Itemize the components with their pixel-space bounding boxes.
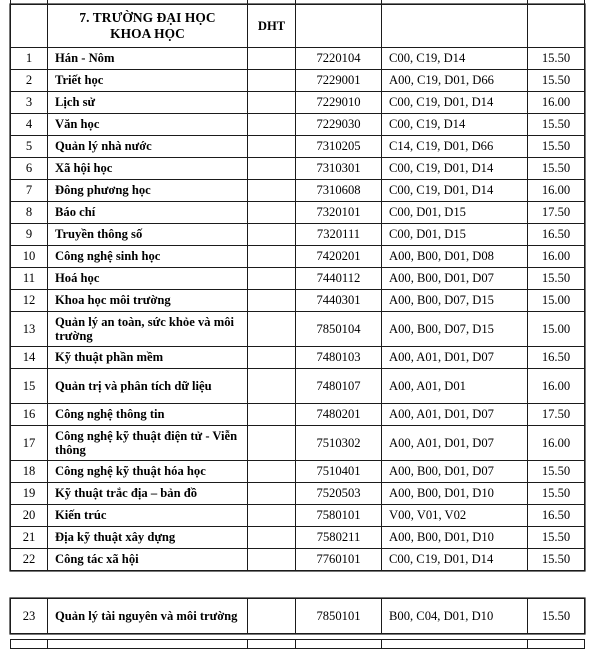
cell-name: Văn học	[48, 114, 248, 136]
cell-code: 7320111	[296, 224, 382, 246]
cell-score: 15.50	[528, 114, 585, 136]
group-header-row	[11, 5, 585, 48]
cell-dht	[248, 180, 296, 202]
cell-code: 7850104	[296, 312, 382, 347]
cell-name: Đông phương học	[48, 180, 248, 202]
cell-block: C00, D01, D15	[382, 202, 528, 224]
cell-stt: 20	[11, 505, 48, 527]
cell-stt: 17	[11, 426, 48, 461]
cell-score: 17.50	[528, 404, 585, 426]
table-row	[11, 483, 585, 505]
cell-block: C00, C19, D01, D14	[382, 92, 528, 114]
cell-dht	[248, 246, 296, 268]
cell-dht	[248, 347, 296, 369]
cell-dht	[248, 527, 296, 549]
table-row	[11, 527, 585, 549]
cell-score: 15.50	[528, 599, 585, 634]
cell-stt: 14	[11, 347, 48, 369]
cell-code: 7480107	[296, 369, 382, 404]
cell-name: Khoa học môi trường	[48, 290, 248, 312]
cell-block: C00, C19, D14	[382, 114, 528, 136]
group-header-major-code	[296, 5, 382, 48]
cell-code: 7440301	[296, 290, 382, 312]
cell-dht	[248, 268, 296, 290]
cell-name: Công tác xã hội	[48, 549, 248, 571]
cell-name: Kỹ thuật trắc địa – bản đồ	[48, 483, 248, 505]
admission-score-table-continued	[10, 598, 585, 634]
cell-block: A00, A01, D01, D07	[382, 404, 528, 426]
cell-name: Công nghệ kỹ thuật hóa học	[48, 461, 248, 483]
cell-score: 15.50	[528, 48, 585, 70]
cell-block: A00, B00, D01, D07	[382, 268, 528, 290]
cell-dht	[248, 505, 296, 527]
table-row	[11, 290, 585, 312]
cell-block: A00, A01, D01	[382, 369, 528, 404]
cell-score: 16.00	[528, 180, 585, 202]
cell-block: C00, C19, D14	[382, 48, 528, 70]
table-row	[11, 136, 585, 158]
cell-stt: 16	[11, 404, 48, 426]
cell-name: Quản trị và phân tích dữ liệu	[48, 369, 248, 404]
cell-score: 16.00	[528, 246, 585, 268]
cell-stt: 5	[11, 136, 48, 158]
cell-name	[48, 640, 248, 649]
table-row	[11, 158, 585, 180]
cell-score: 16.50	[528, 224, 585, 246]
cell-name: Báo chí	[48, 202, 248, 224]
cell-code: 7420201	[296, 246, 382, 268]
cell-block: C00, C19, D01, D14	[382, 549, 528, 571]
cell-score: 16.50	[528, 505, 585, 527]
cell-block: C00, C19, D01, D14	[382, 158, 528, 180]
group-header-score	[528, 5, 585, 48]
cell-score: 16.00	[528, 369, 585, 404]
group-title-line-2: KHOA HỌC	[110, 26, 185, 41]
cell-block: C00, C19, D01, D14	[382, 180, 528, 202]
group-header-school-code: DHT	[248, 5, 296, 48]
cell-stt: 4	[11, 114, 48, 136]
cell-dht	[248, 549, 296, 571]
cell-dht	[248, 404, 296, 426]
cell-block: A00, C19, D01, D66	[382, 70, 528, 92]
cell-name: Công nghệ sinh học	[48, 246, 248, 268]
cell-code: 7520503	[296, 483, 382, 505]
cell-dht	[248, 114, 296, 136]
cell-block: C14, C19, D01, D66	[382, 136, 528, 158]
cell-dht	[248, 224, 296, 246]
cell-score: 15.00	[528, 312, 585, 347]
cell-name: Quản lý tài nguyên và môi trường	[48, 599, 248, 634]
cell-stt: 22	[11, 549, 48, 571]
cell-code: 7310608	[296, 180, 382, 202]
cell-block: C00, D01, D15	[382, 224, 528, 246]
table-row	[11, 347, 585, 369]
cell-stt: 10	[11, 246, 48, 268]
cell-code: 7229010	[296, 92, 382, 114]
table-body	[11, 5, 585, 571]
cell-block: A00, B00, D01, D07	[382, 461, 528, 483]
cell-dht	[248, 158, 296, 180]
cell-name: Công nghệ thông tin	[48, 404, 248, 426]
table-row	[11, 505, 585, 527]
cell-stt: 3	[11, 92, 48, 114]
cell-dht	[248, 426, 296, 461]
table-row	[11, 404, 585, 426]
cell-code: 7220104	[296, 48, 382, 70]
cell-score: 15.00	[528, 290, 585, 312]
cell-name: Địa kỹ thuật xây dựng	[48, 527, 248, 549]
cell-code: 7480103	[296, 347, 382, 369]
cell-dht	[248, 48, 296, 70]
cell-code: 7580211	[296, 527, 382, 549]
cell-name: Triết học	[48, 70, 248, 92]
cell-block: A00, B00, D07, D15	[382, 290, 528, 312]
cell-dht	[248, 461, 296, 483]
group-header-index	[11, 5, 48, 48]
cell-stt: 8	[11, 202, 48, 224]
cell-block: B00, C04, D01, D10	[382, 599, 528, 634]
cell-code: 7310301	[296, 158, 382, 180]
cell-code: 7229030	[296, 114, 382, 136]
table-row	[11, 202, 585, 224]
table-row	[11, 599, 585, 634]
cell-dht	[248, 202, 296, 224]
cell-name: Xã hội học	[48, 158, 248, 180]
cell-name: Lịch sử	[48, 92, 248, 114]
cell-code: 7229001	[296, 70, 382, 92]
table-row	[11, 426, 585, 461]
cell-name: Hoá học	[48, 268, 248, 290]
cell-dht	[248, 136, 296, 158]
cell-name: Kỹ thuật phần mềm	[48, 347, 248, 369]
cell-name: Công nghệ kỹ thuật điện tử - Viễn thông	[48, 426, 248, 461]
cell-block: A00, B00, D01, D10	[382, 483, 528, 505]
cell-stt: 13	[11, 312, 48, 347]
cell-stt: 23	[11, 599, 48, 634]
cell-name: Kiến trúc	[48, 505, 248, 527]
table-row	[11, 549, 585, 571]
cell-stt: 15	[11, 369, 48, 404]
cell-dht	[248, 640, 296, 649]
table-row	[11, 70, 585, 92]
cell-name: Hán - Nôm	[48, 48, 248, 70]
cell-stt: 19	[11, 483, 48, 505]
cell-score: 15.50	[528, 70, 585, 92]
table-row	[11, 312, 585, 347]
table-row	[11, 224, 585, 246]
table-row	[11, 48, 585, 70]
cell-block: A00, B00, D07, D15	[382, 312, 528, 347]
cell-score: 15.50	[528, 268, 585, 290]
table-row	[11, 461, 585, 483]
table-row	[11, 246, 585, 268]
cell-dht	[248, 599, 296, 634]
table-row	[11, 92, 585, 114]
cell-stt: 9	[11, 224, 48, 246]
cell-score: 16.00	[528, 426, 585, 461]
cell-stt: 18	[11, 461, 48, 483]
cell-code	[296, 640, 382, 649]
cell-score: 16.00	[528, 92, 585, 114]
cell-block: V00, V01, V02	[382, 505, 528, 527]
cell-code: 7580101	[296, 505, 382, 527]
cell-dht	[248, 369, 296, 404]
table-row	[11, 369, 585, 404]
cell-name: Quản lý nhà nước	[48, 136, 248, 158]
cell-code: 7440112	[296, 268, 382, 290]
cell-dht	[248, 92, 296, 114]
cell-block: A00, B00, D01, D08	[382, 246, 528, 268]
table-row	[11, 640, 585, 649]
cell-dht	[248, 312, 296, 347]
cell-dht	[248, 70, 296, 92]
cell-code: 7320101	[296, 202, 382, 224]
group-header-blocks	[382, 5, 528, 48]
cell-score: 16.50	[528, 347, 585, 369]
cell-stt: 21	[11, 527, 48, 549]
cell-code: 7480201	[296, 404, 382, 426]
cell-stt	[11, 640, 48, 649]
group-title-line-1: 7. TRƯỜNG ĐẠI HỌC	[79, 9, 216, 25]
cell-score: 15.50	[528, 483, 585, 505]
cell-score: 15.50	[528, 136, 585, 158]
cell-code: 7510401	[296, 461, 382, 483]
cell-stt: 2	[11, 70, 48, 92]
cell-block	[382, 640, 528, 649]
cell-dht	[248, 290, 296, 312]
cell-stt: 1	[11, 48, 48, 70]
cell-code: 7510302	[296, 426, 382, 461]
cell-stt: 12	[11, 290, 48, 312]
cell-block: A00, A01, D01, D07	[382, 426, 528, 461]
cell-name: Quản lý an toàn, sức khỏe và môi trường	[48, 312, 248, 347]
table-row	[11, 114, 585, 136]
cell-name: Truyền thông số	[48, 224, 248, 246]
cell-code: 7310205	[296, 136, 382, 158]
table-body-continued	[11, 599, 585, 634]
cell-score: 15.50	[528, 549, 585, 571]
cell-stt: 6	[11, 158, 48, 180]
cell-score: 15.50	[528, 527, 585, 549]
page-break-gap	[0, 588, 600, 598]
cell-code: 7850101	[296, 599, 382, 634]
cell-stt: 11	[11, 268, 48, 290]
cell-score: 15.50	[528, 158, 585, 180]
table-row	[11, 268, 585, 290]
cell-stt: 7	[11, 180, 48, 202]
admission-score-table	[10, 4, 585, 571]
cell-block: A00, A01, D01, D07	[382, 347, 528, 369]
cell-score: 17.50	[528, 202, 585, 224]
cell-block: A00, B00, D01, D10	[382, 527, 528, 549]
cell-score: 15.50	[528, 461, 585, 483]
next-row-sliver	[10, 639, 585, 649]
cell-dht	[248, 483, 296, 505]
table-row	[11, 180, 585, 202]
group-header-title	[48, 5, 248, 48]
cell-score	[528, 640, 585, 649]
cell-code: 7760101	[296, 549, 382, 571]
